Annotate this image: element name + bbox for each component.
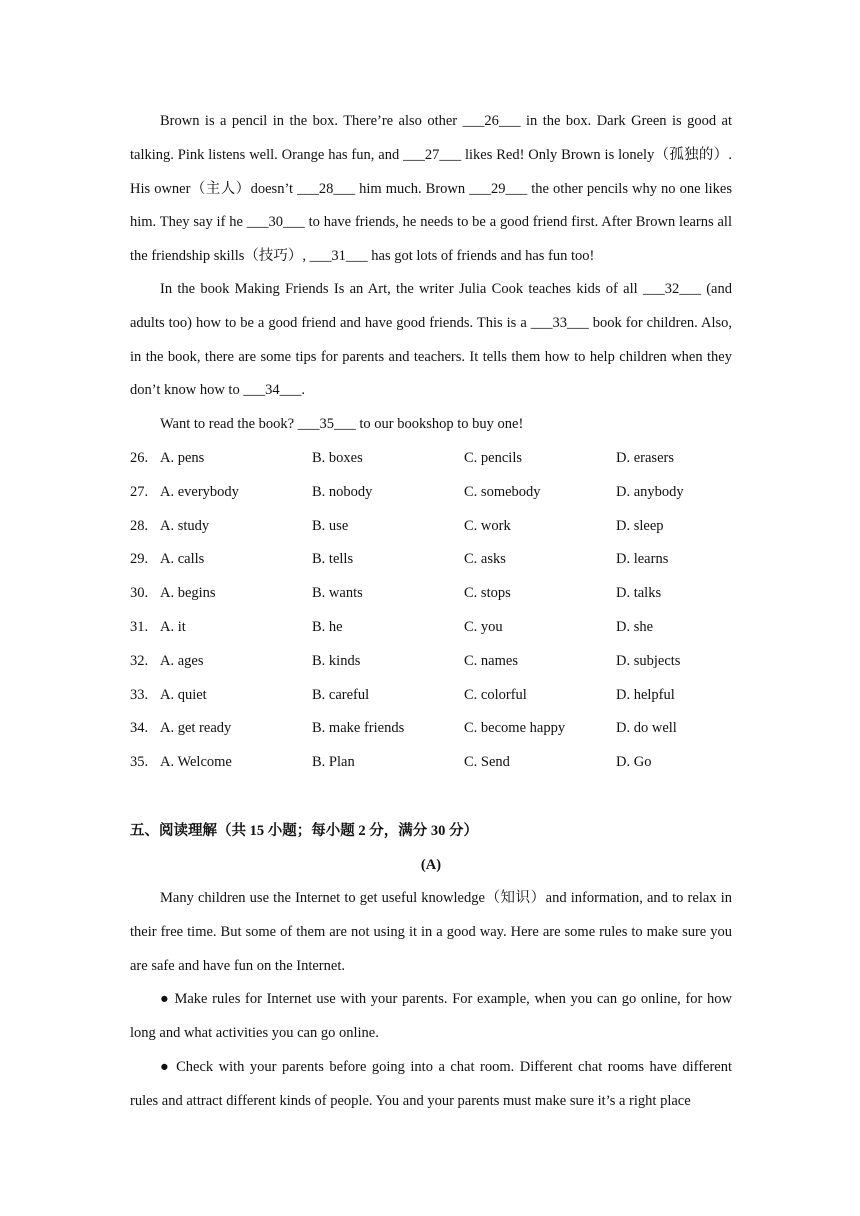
reading-paragraph-1: Many children use the Internet to get useful knowledge（知识）and information, and to relax in their free time. But some of them are not using it in a good way. Here are some rules to make sure you are safe and have fun on the Internet. [130,890,732,974]
question-number: 33. [130,686,149,703]
option-a: A. quiet [160,686,207,703]
question-row [130,543,750,577]
option-d: D. learns [616,551,669,568]
option-a: A. begins [160,585,216,602]
question-row [130,510,750,544]
question-number: 29. [130,551,149,568]
option-b: B. make friends [312,720,405,737]
option-b: B. use [312,517,349,534]
option-d: D. erasers [616,450,674,466]
option-d: D. she [616,618,654,635]
reading-rule-1: ● Make rules for Internet use with your parents. For example, when you can go online, for how long and what activities you can go online. [130,991,732,1041]
option-c: C. pencils [464,450,522,466]
option-c: C. Send [464,754,510,771]
question-row [130,476,750,510]
cloze-paragraph-2: In the book Making Friends Is an Art, the writer Julia Cook teaches kids of all ___32___ (and adults too) how to be a good friend and have good friends. This is a ___33___ book for children. Also, in the book, there are some tips for parents and teachers. It tells them how to help children when they don’t know how to ___34___. [130,281,732,399]
question-row [130,577,750,611]
question-row [130,645,750,679]
option-b: B. Plan [312,754,355,771]
option-d: D. helpful [616,686,675,703]
option-b: B. boxes [312,450,363,466]
option-d: D. do well [616,720,677,737]
option-b: B. nobody [312,483,373,500]
option-c: C. somebody [464,483,541,500]
question-row [130,611,750,645]
option-a: A. everybody [160,483,239,500]
option-a: A. it [160,618,186,635]
question-number: 26. [130,450,149,466]
option-b: B. tells [312,551,354,568]
option-b: B. kinds [312,652,361,669]
cloze-paragraph-3: Want to read the book? ___35___ to our bookshop to buy one! [160,416,524,432]
option-d: D. subjects [616,652,681,669]
section-heading: 五、阅读理解（共 15 小题；每小题 2 分，满分 30 分） [130,823,478,839]
question-number: 27. [130,483,149,500]
option-d: D. talks [616,585,662,602]
option-a: A. study [160,517,210,534]
option-c: C. you [464,618,503,635]
option-a: A. get ready [160,720,232,737]
cloze-paragraph-1: Brown is a pencil in the box. There’re also other ___26___ in the box. Dark Green is good at talking. Pink listens well. Orange has fun, and ___27___ likes Red! Only Brown is lonely（孤独的）. His owner（主人）doesn’t ___28___ him much. Brown ___29___ the other pencils why no one likes him. They say if he ___30___ to have friends, he needs to be a good friend first. After Brown learns all the friendship skills（技巧）, ___31___ has got lots of friends and has fun too! [130,113,732,265]
option-a: A. calls [160,551,205,568]
reading-rule-2: ● Check with your parents before going into a chat room. Different chat rooms have different rules and attract different kinds of people. You and your parents must make sure it’s a right place [130,1059,732,1109]
question-number: 35. [130,754,149,771]
option-c: C. names [464,652,518,669]
question-row [130,442,750,476]
option-d: D. anybody [616,483,684,500]
option-b: B. wants [312,585,363,602]
answer-options-list [130,442,750,780]
option-a: A. ages [160,652,204,669]
question-number: 30. [130,585,149,602]
option-b: B. careful [312,686,370,703]
option-b: B. he [312,618,343,635]
option-a: A. pens [160,450,205,466]
option-c: C. colorful [464,686,527,703]
option-c: C. stops [464,585,511,602]
question-number: 31. [130,618,149,635]
option-c: C. work [464,517,511,534]
question-row [130,712,750,746]
question-row [130,679,750,713]
question-number: 34. [130,720,149,737]
option-c: C. become happy [464,720,566,737]
question-row [130,746,750,780]
question-number: 28. [130,517,149,534]
option-a: A. Welcome [160,754,232,771]
option-d: D. Go [616,754,652,771]
passage-label: (A) [420,857,442,873]
option-c: C. asks [464,551,506,568]
question-number: 32. [130,652,149,669]
option-d: D. sleep [616,517,664,534]
